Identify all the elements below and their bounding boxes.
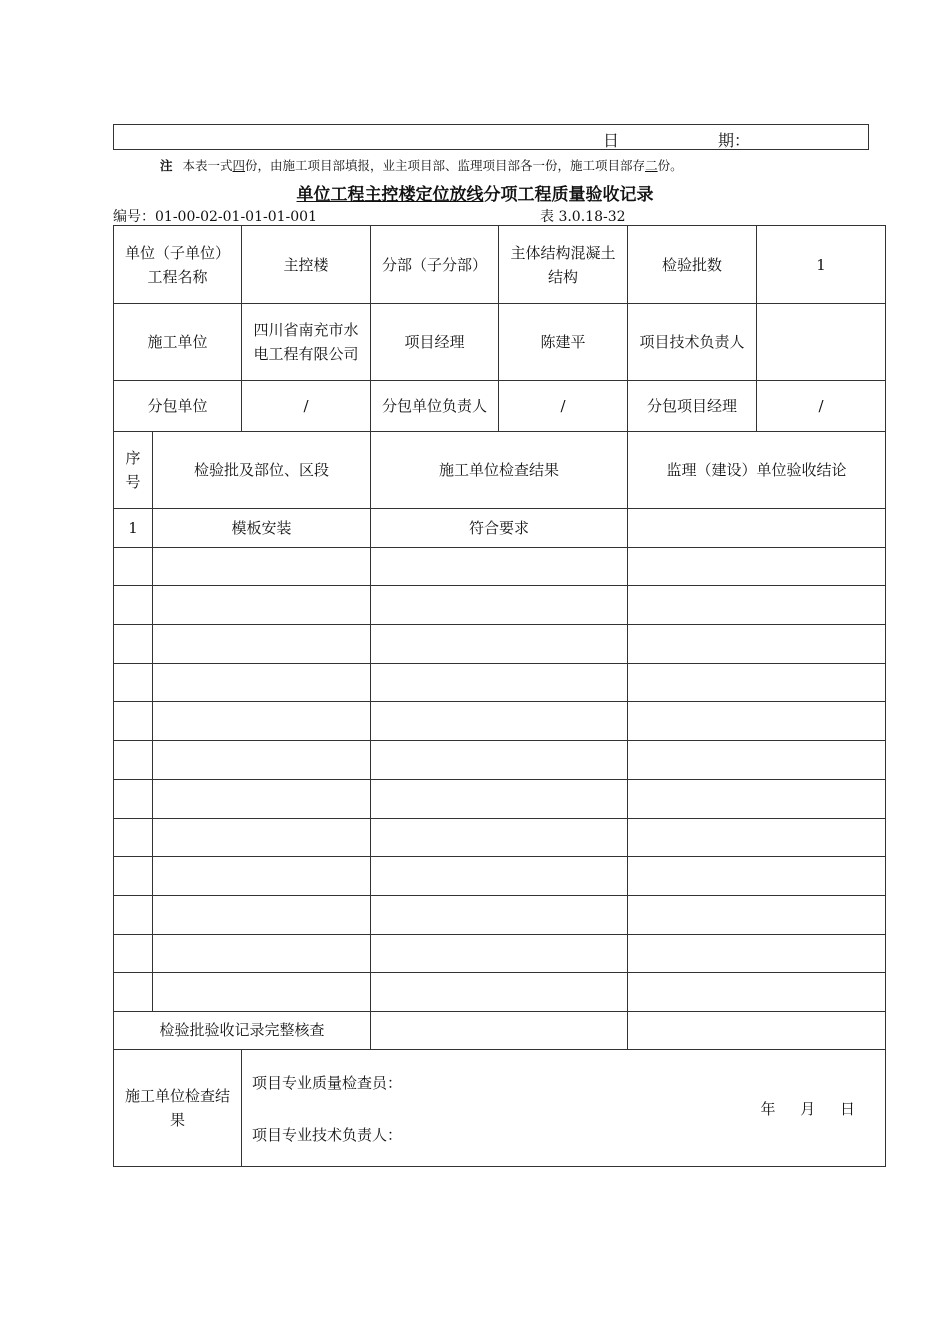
info-row-3	[114, 381, 886, 432]
row-check	[371, 547, 628, 586]
col-check: 施工单位检查结果	[371, 432, 628, 509]
row-check	[371, 857, 628, 896]
title-rest: 分项工程质量验收记录	[483, 185, 654, 205]
row-seq	[114, 625, 153, 664]
sub-pm-label: 分包项目经理	[628, 381, 757, 432]
tech-label: 项目专业技术负责人：	[252, 1125, 403, 1144]
note-keep: 二	[645, 158, 658, 173]
sub-value: /	[242, 381, 371, 432]
batch-count-label: 检验批数	[628, 226, 757, 304]
contractor-label: 施工单位	[114, 304, 242, 381]
title-underlined: 单位工程主控楼定位放线	[296, 185, 484, 205]
table-row	[114, 741, 886, 780]
pm-value: 陈建平	[499, 304, 628, 381]
result-label: 施工单位检查结果	[114, 1049, 242, 1166]
row-batch	[153, 818, 371, 857]
sub-label: 分包单位	[114, 381, 242, 432]
division-label: 分部（子分部）	[371, 226, 499, 304]
row-check	[371, 741, 628, 780]
column-header-row	[114, 432, 886, 509]
form-note	[160, 156, 683, 174]
row-seq	[114, 702, 153, 741]
table-row	[114, 934, 886, 973]
row-check	[371, 702, 628, 741]
row-seq	[114, 741, 153, 780]
row-conclusion	[628, 625, 886, 664]
sign-date: 年 月 日	[760, 1099, 856, 1118]
note-prefix: 注	[160, 158, 173, 173]
note-part3: 份。	[657, 158, 683, 173]
row-check	[371, 973, 628, 1012]
row-conclusion	[628, 818, 886, 857]
row-seq	[114, 934, 153, 973]
tech-lead-value	[757, 304, 886, 381]
note-part2: 份，由施工项目部填报，业主项目部、监理项目部各一份，施工项目部存	[245, 158, 646, 173]
row-conclusion	[628, 857, 886, 896]
row-conclusion	[628, 509, 886, 548]
row-batch	[153, 702, 371, 741]
row-check	[371, 779, 628, 818]
inspector-label: 项目专业质量检查员：	[252, 1073, 403, 1092]
row-conclusion	[628, 586, 886, 625]
row-batch	[153, 895, 371, 934]
row-seq	[114, 857, 153, 896]
row-check	[371, 663, 628, 702]
row-conclusion	[628, 973, 886, 1012]
batch-count-value: 1	[757, 226, 886, 304]
inspection-table	[113, 225, 886, 1167]
note-copies: 四	[232, 158, 246, 173]
tech-lead-label: 项目技术负责人	[628, 304, 757, 381]
row-seq: 1	[114, 509, 153, 548]
data-rows	[114, 509, 886, 1012]
row-check	[371, 625, 628, 664]
table-row	[114, 547, 886, 586]
row-seq	[114, 779, 153, 818]
row-conclusion	[628, 741, 886, 780]
table-row	[114, 663, 886, 702]
unit-value: 主控楼	[242, 226, 371, 304]
table-number: 表 3.0.18-32	[540, 209, 626, 225]
completeness-conclusion	[628, 1011, 886, 1049]
row-batch	[153, 779, 371, 818]
table-row	[114, 779, 886, 818]
row-check	[371, 895, 628, 934]
table-row	[114, 895, 886, 934]
row-conclusion	[628, 663, 886, 702]
row-conclusion	[628, 547, 886, 586]
sub-lead-label: 分包单位负责人	[371, 381, 499, 432]
table-row	[114, 625, 886, 664]
row-batch: 模板安装	[153, 509, 371, 548]
sub-lead-value: /	[499, 381, 628, 432]
row-check: 符合要求	[371, 509, 628, 548]
row-seq	[114, 586, 153, 625]
row-seq	[114, 818, 153, 857]
row-batch	[153, 663, 371, 702]
page-title	[0, 180, 950, 205]
contractor-value: 四川省南充市水电工程有限公司	[242, 304, 371, 381]
row-seq	[114, 547, 153, 586]
row-check	[371, 586, 628, 625]
signature-row	[114, 1049, 886, 1166]
row-batch	[153, 586, 371, 625]
note-part1: 本表一式	[182, 158, 233, 173]
table-row	[114, 509, 886, 548]
date-box	[113, 124, 869, 150]
row-conclusion	[628, 934, 886, 973]
info-row-2	[114, 304, 886, 381]
completeness-row	[114, 1011, 886, 1049]
date-label-right: 期：	[718, 131, 751, 150]
row-seq	[114, 895, 153, 934]
row-batch	[153, 625, 371, 664]
division-value: 主体结构混凝土结构	[499, 226, 628, 304]
form-code: 编号：01-00-02-01-01-01-001	[113, 209, 317, 225]
table-row	[114, 586, 886, 625]
row-batch	[153, 547, 371, 586]
table-row	[114, 702, 886, 741]
sub-pm-value: /	[757, 381, 886, 432]
date-label-left: 日	[603, 131, 620, 150]
row-batch	[153, 741, 371, 780]
row-conclusion	[628, 702, 886, 741]
row-batch	[153, 857, 371, 896]
col-conclusion: 监理（建设）单位验收结论	[628, 432, 886, 509]
completeness-label: 检验批验收记录完整核查	[114, 1011, 371, 1049]
table-row	[114, 818, 886, 857]
col-batch: 检验批及部位、区段	[153, 432, 371, 509]
row-seq	[114, 663, 153, 702]
row-check	[371, 934, 628, 973]
row-batch	[153, 934, 371, 973]
table-row	[114, 973, 886, 1012]
unit-label: 单位（子单位）工程名称	[114, 226, 242, 304]
pm-label: 项目经理	[371, 304, 499, 381]
row-conclusion	[628, 895, 886, 934]
row-conclusion	[628, 779, 886, 818]
table-row	[114, 857, 886, 896]
row-check	[371, 818, 628, 857]
info-row-1	[114, 226, 886, 304]
row-batch	[153, 973, 371, 1012]
row-seq	[114, 973, 153, 1012]
completeness-check	[371, 1011, 628, 1049]
col-seq: 序号	[114, 432, 153, 509]
signature-cell	[242, 1049, 886, 1166]
